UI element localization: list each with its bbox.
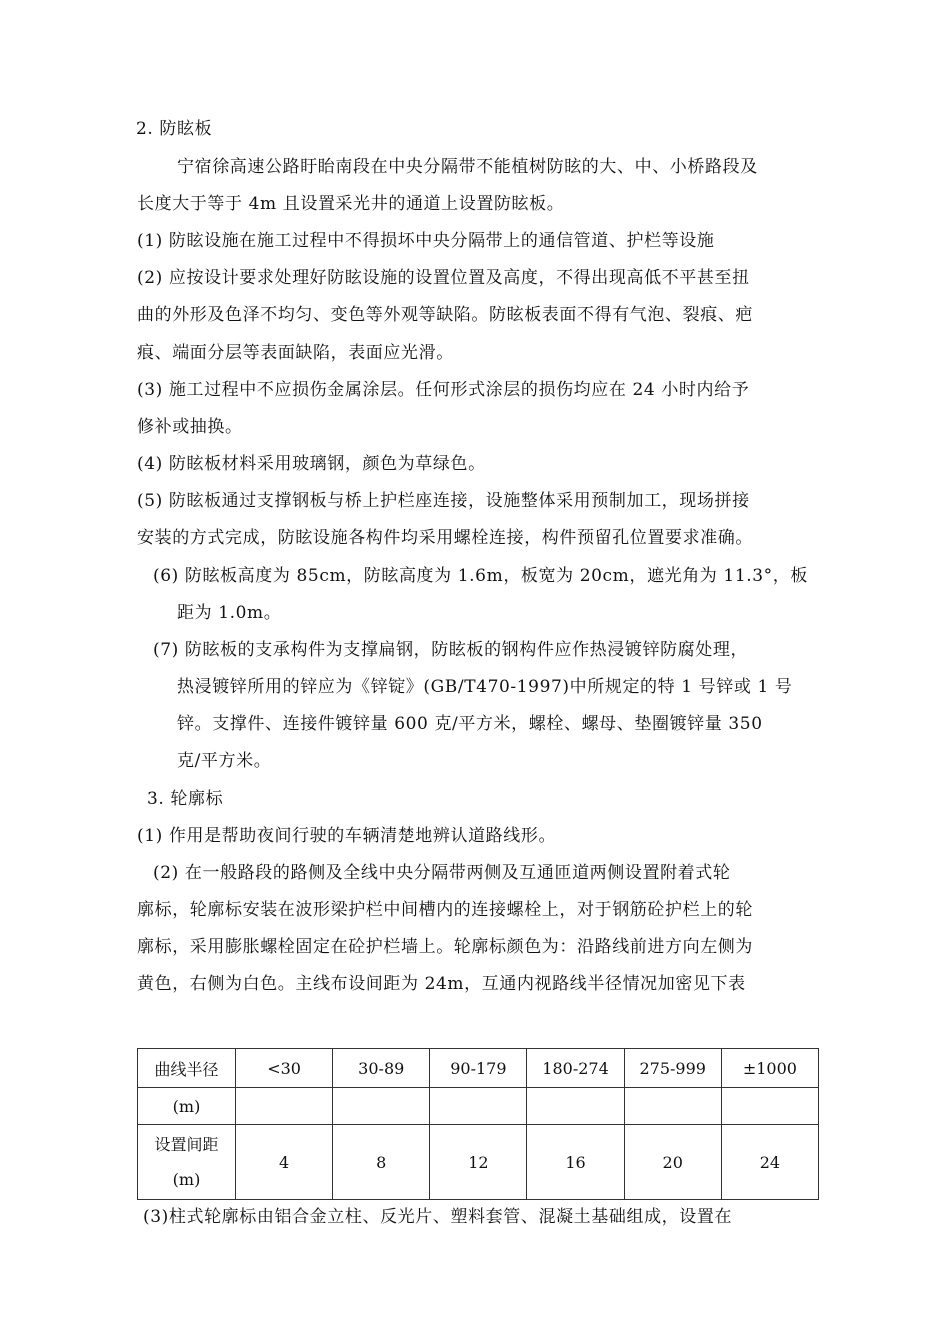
table-cell <box>333 1088 430 1125</box>
delineator-item-line: (3)柱式轮廓标由铝合金立柱、反光片、塑料套管、混凝土基础组成，设置在 <box>143 1207 733 1227</box>
table-cell: 4 <box>236 1125 333 1200</box>
table-cell <box>138 1125 236 1200</box>
table-cell: 16 <box>527 1125 624 1200</box>
table-cell: 20 <box>624 1125 721 1200</box>
delineator-item-line: 黄色，右侧为白色。主线布设间距为 24m，互通内视路线半径情况加密见下表 <box>137 974 746 994</box>
glare-item-line: 曲的外形及色泽不均匀、变色等外观等缺陷。防眩板表面不得有气泡、裂痕、疤 <box>137 305 753 325</box>
table-cell: ±1000 <box>721 1049 818 1088</box>
delineator-spacing-table <box>137 1048 819 1200</box>
table-row <box>138 1125 819 1200</box>
glare-item-line: 修补或抽换。 <box>137 417 243 437</box>
table-cell: 30-89 <box>333 1049 430 1088</box>
glare-item-line: 热浸镀锌所用的锌应为《锌锭》(GB/T470-1997)中所规定的特 1 号锌或 1 号 <box>177 677 793 697</box>
glare-intro-line: 长度大于等于 4m 且设置采光井的通道上设置防眩板。 <box>137 194 565 214</box>
delineator-heading: 3. 轮廓标 <box>147 789 224 809</box>
table-cell: <30 <box>236 1049 333 1088</box>
delineator-item-line: (1) 作用是帮助夜间行驶的车辆清楚地辨认道路线形。 <box>137 826 557 846</box>
glare-item-line: (5) 防眩板通过支撑钢板与桥上护栏座连接，设施整体采用预制加工，现场拼接 <box>137 491 750 511</box>
glare-intro-line: 宁宿徐高速公路盱眙南段在中央分隔带不能植树防眩的大、中、小桥路段及 <box>177 157 758 177</box>
glare-item-line: (3) 施工过程中不应损伤金属涂层。任何形式涂层的损伤均应在 24 小时内给予 <box>137 380 750 400</box>
table-cell <box>236 1088 333 1125</box>
table-cell <box>624 1088 721 1125</box>
glare-item-line: 痕、端面分层等表面缺陷，表面应光滑。 <box>137 343 454 363</box>
glare-item-line: (1) 防眩设施在施工过程中不得损坏中央分隔带上的通信管道、护栏等设施 <box>137 231 715 251</box>
row-unit: (m) <box>172 1170 201 1189</box>
table-cell: 曲线半径 <box>138 1049 236 1088</box>
glare-item-line: 安装的方式完成，防眩设施各构件均采用螺栓连接，构件预留孔位置要求准确。 <box>137 528 753 548</box>
table-cell: (m) <box>138 1088 236 1125</box>
row-label: 设置间距 <box>154 1135 219 1154</box>
table-cell <box>430 1088 527 1125</box>
glare-item-line: 克/平方米。 <box>177 751 272 771</box>
table-row <box>138 1088 819 1125</box>
table-cell: 180-274 <box>527 1049 624 1088</box>
table-cell: 24 <box>721 1125 818 1200</box>
table-cell: 90-179 <box>430 1049 527 1088</box>
table-cell: 275-999 <box>624 1049 721 1088</box>
table-cell <box>527 1088 624 1125</box>
delineator-item-line: 廓标，采用膨胀螺栓固定在砼护栏墙上。轮廓标颜色为：沿路线前进方向左侧为 <box>137 937 753 957</box>
table-cell: 12 <box>430 1125 527 1200</box>
table-cell <box>721 1088 818 1125</box>
glare-heading: 2. 防眩板 <box>136 119 213 139</box>
glare-item-line: 距为 1.0m。 <box>177 603 282 623</box>
delineator-item-line: (2) 在一般路段的路侧及全线中央分隔带两侧及互通匝道两侧设置附着式轮 <box>153 863 731 883</box>
glare-item-line: (4) 防眩板材料采用玻璃钢，颜色为草绿色。 <box>137 454 486 474</box>
glare-item-line: 锌。支撑件、连接件镀锌量 600 克/平方米，螺栓、螺母、垫圈镀锌量 350 <box>177 714 763 734</box>
table-row <box>138 1049 819 1088</box>
delineator-item-line: 廓标，轮廓标安装在波形梁护栏中间槽内的连接螺栓上，对于钢筋砼护栏上的轮 <box>137 900 753 920</box>
glare-item-line: (7) 防眩板的支承构件为支撑扁钢，防眩板的钢构件应作热浸镀锌防腐处理， <box>153 640 749 660</box>
glare-item-line: (2) 应按设计要求处理好防眩设施的设置位置及高度，不得出现高低不平甚至扭 <box>137 268 750 288</box>
glare-item-line: (6) 防眩板高度为 85cm，防眩高度为 1.6m，板宽为 20cm，遮光角为 11.3°，板 <box>153 566 808 586</box>
table-cell: 8 <box>333 1125 430 1200</box>
